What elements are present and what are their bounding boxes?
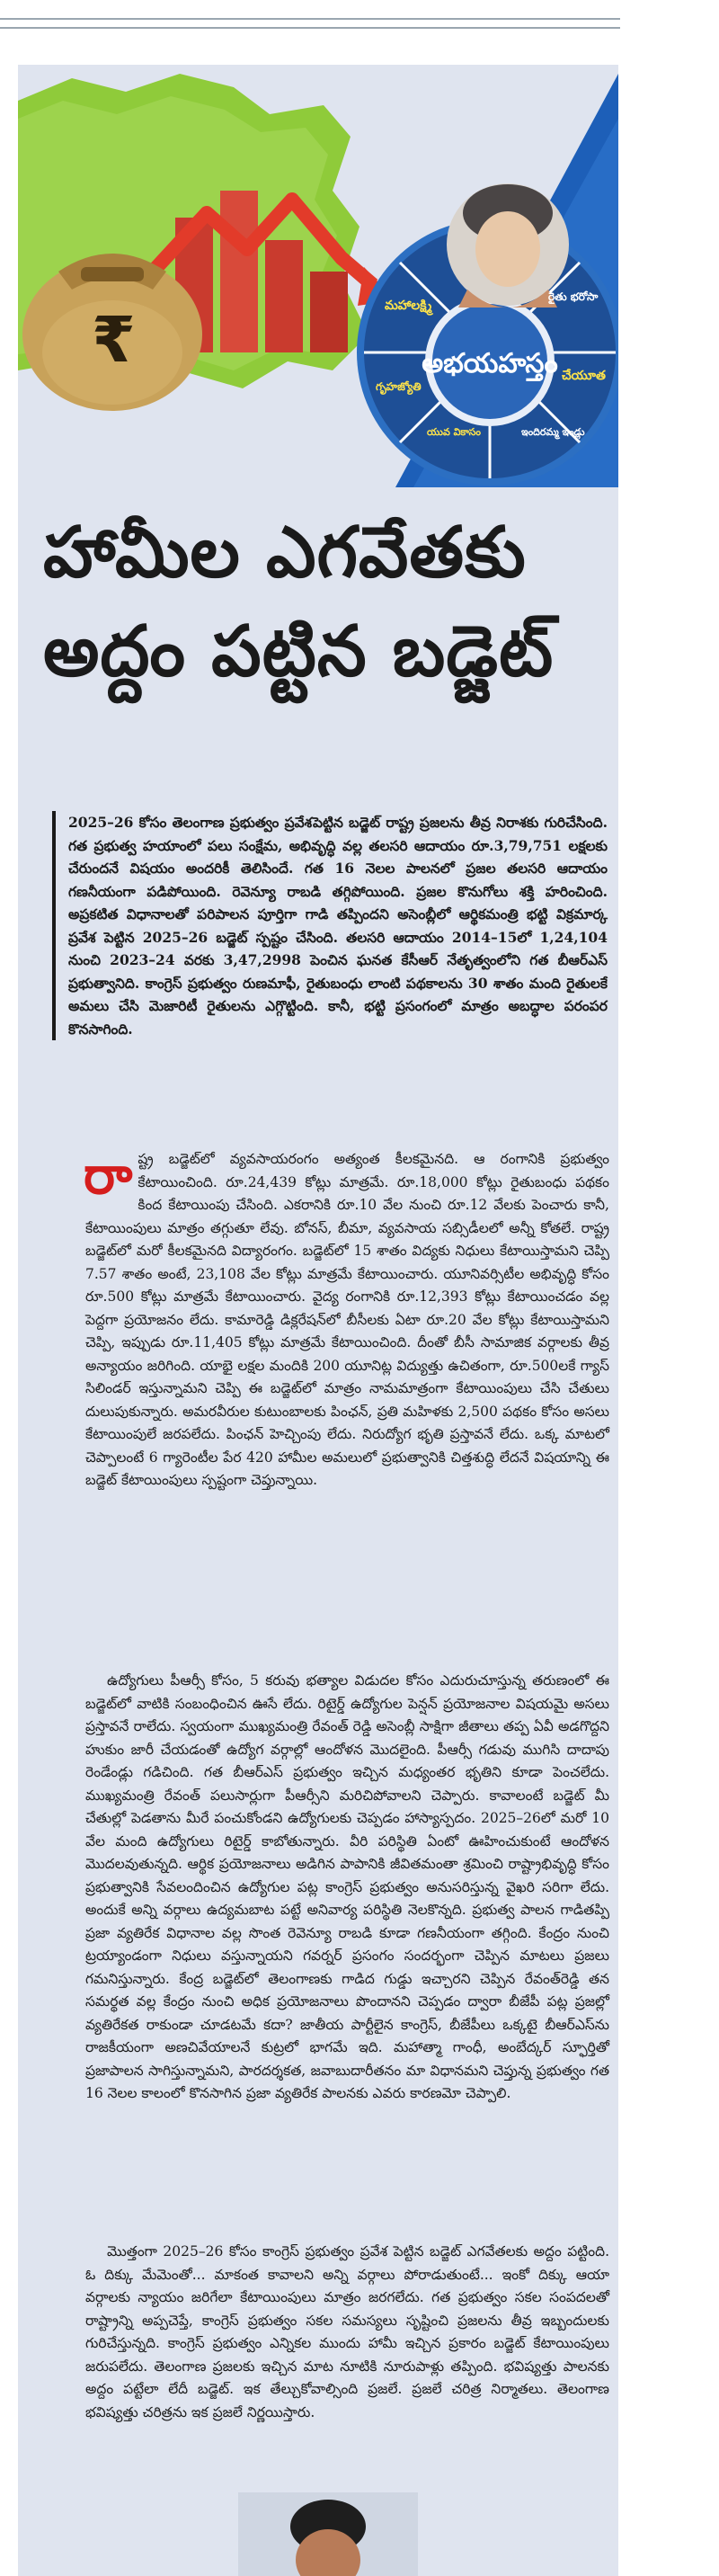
body-text: ష్ట్ర బడ్జెట్‌లో వ్యవసాయరంగం అత్యంత కీలకమైనది. ఆ రంగానికి ప్రభుత్వం కేటాయించింది. రూ.24,439 కోట్లు మాత్రమే. రూ.18,000 కోట్లు రైతుబంధు పథకం కింద కేటాయింపు చేసింది. ఎకరానికి రూ.10 వేల నుంచి రూ.12 వేలకు పెంచారు కానీ, కేటాయింపులు మాత్రం తగ్గుతూ లేవు. బోనస్, బీమా, వ్యవసాయ సబ్సిడీలలో అన్నీ కోతలే. రాష్ట్ర బడ్జెట్‌లో మరో కీలకమైనది విద్యారంగం. బడ్జెట్‌లో 15 శాతం విద్యకు నిధులు కేటాయిస్తామని చెప్పి 7.57 శాతం అంటే, 23,108 వేల కోట్లు మాత్రమే కేటాయించారు. యూనివర్సిటీల అభివృద్ధి కోసం రూ.500 కోట్లు మాత్రమే కేటాయించారు. వైద్య రంగానికి రూ.12,393 కోట్లు కేటాయించడం వల్ల పెద్దగా ప్రయోజనం లేదు. కామారెడ్డి డిక్లరేషన్‌లో బీసీలకు ఏటా రూ.20 వేల కోట్లు కేటాయిస్తామని చెప్పి, ఇప్పుడు రూ.11,405 కోట్లు మాత్రమే కేటాయించింది. దీంతో బీసీ సామాజిక వర్గాలకు తీవ్ర అన్యాయం జరిగింది. యాభై లక్షల మందికి 200 యూనిట్ల విద్యుత్తు ఉచితంగా, రూ.500లకే గ్యాస్ సిలిండర్ ఇస్తున్నామని చెప్పి ఈ బడ్జెట్‌లో మాత్రం నామమాత్రంగా కేటాయింపులు చేసి చేతులు దులుపుకున్నారు. అమరవీరుల కుటుంబాలకు పింఛన్, ప్రతి మహిళకు 2,500 పథకం కోసం అసలు కేటాయింపులే జరపలేదు. పింఛన్ హెచ్చింపు లేదు. నిరుద్యోగ భృతి ప్రస్తావనే లేదు. ఒక్క మాటలో చెప్పాలంటే 6 గ్యారెంటీల పేర 420 హామీల అమలులో ప్రభుత్వానికి చిత్తశుద్ధి లేదనే విషయాన్ని ఈ బడ్జెట్ కేటాయింపులు స్పష్టంగా చెప్తున్నాయి. — [85, 1151, 609, 1488]
hero-graphic — [18, 65, 618, 487]
intro-paragraph: 2025–26 కోసం తెలంగాణ ప్రభుత్వం ప్రవేశపెట్టిన బడ్జెట్ రాష్ట్ర ప్రజలను తీవ్ర నిరాశకు గురిచేసింది. గత ప్రభుత్వ హయాంలో పలు సంక్షేమ, అభివృద్ధి వల్ల తలసరి ఆదాయం రూ.3,79,751 లక్షలకు చేరుందనే విషయం అందరికీ తెలిసిందే. గత 16 నెలల పాలనలో ప్రజల తలసరి ఆదాయం గణనీయంగా పడిపోయింది. రెవెన్యూ రాబడి తగ్గిపోయింది. ప్రజల కొనుగోలు శక్తి హరించింది. అప్రకటిత విధానాలతో పరిపాలన పూర్తిగా గాడి తప్పిందని అసెంబ్లీలో ఆర్థికమంత్రి భట్టి విక్రమార్క ప్రవేశ పెట్టిన 2025–26 బడ్జెట్ స్పష్టం చేసింది. తలసరి ఆదాయం 2014–15లో 1,24,104 నుంచి 2023–24 వరకు 3,47,2998 పెంచిన ఘనత కేసీఆర్ నేతృత్వంలోని గత బీఆర్ఎస్ ప్రభుత్వానిది. కాంగ్రెస్ ప్రభుత్వం రుణమాఫీ, రైతుబంధు లాంటి పథకాలను 30 శాతం మంది రైతులకే అమలు చేసి మెజారిటీ రైతులను ఎగ్గొట్టింది. కానీ, భట్టి ప్రసంగంలో మాత్రం అబద్ధాల పరంపర కొనసాగింది. — [52, 811, 608, 1040]
top-rule — [0, 18, 620, 20]
body-paragraph-1 — [84, 1145, 609, 1493]
bar-4 — [310, 272, 348, 352]
article-panel — [18, 65, 618, 2576]
logo-segment: గృహజ్యోతి — [376, 380, 422, 393]
top-rule — [0, 27, 620, 29]
logo-segment: రైతు భరోసా — [548, 290, 599, 303]
bar-2 — [220, 191, 258, 352]
dropcap: రా — [84, 1145, 133, 1206]
logo-segment: మహాలక్ష్మి — [385, 299, 432, 313]
budget-illustration — [18, 65, 618, 487]
logo-segment: ఇందిరమ్మ ఇండ్లు — [521, 426, 585, 438]
headline-line-1: హామీల ఎగవేతకు — [43, 513, 527, 593]
body-paragraph-2 — [85, 1670, 609, 2106]
author-photo — [238, 2492, 418, 2576]
body-paragraph-3 — [85, 2241, 609, 2424]
body-text: ఉద్యోగులు పీఆర్సీ కోసం, 5 కరువు భత్యాల విడుదల కోసం ఎదురుచూస్తున్న తరుణంలో ఈ బడ్జెట్‌లో వాటికి సంబంధించిన ఊసే లేదు. రిటైర్డ్ ఉద్యోగుల పెన్షన్ ప్రయోజనాల విషయమై అసలు ప్రస్తావనే రాలేదు. స్వయంగా ముఖ్యమంత్రి రేవంత్ రెడ్డి అసెంబ్లీ సాక్షిగా జీతాలు తప్ప ఏవీ అడగొద్దని హుకుం జారీ చేయడంతో ఉద్యోగ వర్గాల్లో ఆందోళన మొదలైంది. పీఆర్సీ గడువు ముగిసి దాదాపు రెండేండ్లు గడిచింది. గత బీఆర్ఎస్ ప్రభుత్వం ఇచ్చిన మధ్యంతర భృతిని కూడా పెంచలేదు. ముఖ్యమంత్రి రేవంత్ పలుసార్లుగా పీఆర్సీని మరిచిపోవాలని చెప్పారు. కావాలంటే బడ్జెట్ మీ చేతుల్లో పెడతాను మీరే పంచుకోండని ఉద్యోగులకు చెప్పడం హాస్యాస్పదం. 2025–26లో మరో 10 వేల మంది ఉద్యోగులు రిటైర్డ్ కాబోతున్నారు. వీరి పరిస్థితి ఏంటో ఊహించుకుంటే ఆందోళన మొదలవుతున్నది. ఆర్థిక ప్రయోజనాలు అడిగిన పాపానికి జీవితమంతా శ్రమించి రాష్ట్రాభివృద్ధి కోసం ప్రభుత్వానికి సేవలందించిన ఉద్యోగుల పట్ల కాంగ్రెస్ ప్రభుత్వం అనుసరిస్తున్న వైఖరి సరిగా లేదు. అందుకే అన్ని వర్గాలు ఉద్యమబాట పట్టే అనివార్య పరిస్థితి నెలకొన్నది. ప్రభుత్వ పాలన గాడితప్పి ప్రజా వ్యతిరేక విధానాల వల్ల సొంత రెవెన్యూ రాబడి కూడా గణనీయంగా తగ్గింది. కేంద్రం నుంచి ట్రయ్యాండంగా నిధులు వస్తున్నాయని గవర్నర్ ప్రసంగం సందర్భంగా చెప్పిన మాటలు ప్రజలు గమనిస్తున్నారు. కేంద్ర బడ్జెట్‌లో తెలంగాణకు గాడిద గుడ్డు ఇచ్చారని చెప్పిన రేవంత్‌రెడ్డి తన సమర్థత వల్ల కేంద్రం నుంచి అధిక ప్రయోజనాలు పొందానని చెప్పడం ద్వారా బీజేపీ పట్ల ప్రజల్లో వ్యతిరేకత రాకుండా చూడటమే కదా? జాతీయ పార్టీలైన కాంగ్రెస్, బీజేపీలు ఒక్కటై బీఆర్ఎస్‌ను రాజకీయంగా అణచివేయాలనే కుట్రలో భాగమే ఇది. మహాత్మా గాంధీ, అంబేద్కర్ స్ఫూర్తితో ప్రజాపాలన సాగిస్తున్నామని, పారదర్శకత, జవాబుదారీతనం మా విధానమని చెప్తున్న ప్రభుత్వం గత 16 నెలల కాలంలో కొనసాగిన ప్రజా వ్యతిరేక పాలనకు ఎవరు కారణమో చెప్పాలి. — [85, 1672, 609, 2101]
bar-3 — [265, 240, 303, 352]
headline — [43, 504, 609, 701]
logo-title: అభయహస్తం — [422, 348, 558, 379]
headline-line-2: అద్దం పట్టిన బడ్జెట్ — [43, 611, 555, 692]
svg-text:₹: ₹ — [92, 303, 136, 377]
logo-segment: యువ వికాసం — [427, 426, 481, 438]
body-text: మొత్తంగా 2025–26 కోసం కాంగ్రెస్ ప్రభుత్వం ప్రవేశ పెట్టిన బడ్జెట్ ఎగవేతలకు అద్దం పట్టింది. ఓ దిక్కు మేమెంతో... మాకంత కావాలని అన్ని వర్గాలు పోరాడుతుంటే... ఇంకో దిక్కు ఆయా వర్గాలకు న్యాయం జరిగేలా కేటాయింపులు మాత్రం జరగలేదు. గత ప్రభుత్వం సకల సంపదలతో రాష్ట్రాన్ని అప్పచెప్తే, కాంగ్రెస్ ప్రభుత్వం సకల సమస్యలు సృష్టించి ప్రజలను తీవ్ర ఇబ్బందులకు గురిచేస్తున్నది. కాంగ్రెస్ ప్రభుత్వం ఎన్నికల ముందు హామీ ఇచ్చిన ప్రకారం బడ్జెట్ కేటాయింపులు జరుపలేదు. తెలంగాణ ప్రజలకు ఇచ్చిన మాట నూటికి నూరుపాళ్లు తప్పింది. భవిష్యత్తు పాలనకు అద్దం పట్టేలా లేదీ బడ్జెట్. ఇక తేల్చుకోవాల్సింది ప్రజలే. ప్రజలే చరిత్ర నిర్మాతలు. తెలంగాణ భవిష్యత్తు చరిత్రను ఇక ప్రజలే నిర్ణయిస్తారు. — [85, 2243, 609, 2420]
logo-segment: చేయూత — [562, 369, 606, 383]
